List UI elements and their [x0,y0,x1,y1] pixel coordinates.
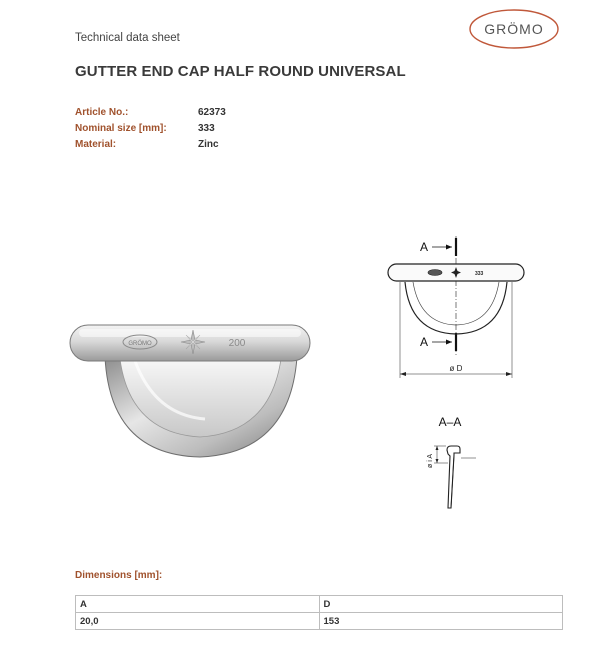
embossed-brand: GRÖMO [128,341,152,347]
spec-value: 62373 [198,107,226,118]
size-mark: 333 [475,271,484,277]
spec-list [75,107,226,155]
spec-row-nominal-size [75,123,226,139]
product-photo [65,315,315,465]
logo-text: GRÖMO [484,21,544,37]
page-title: GUTTER END CAP HALF ROUND UNIVERSAL [75,63,406,80]
dimensions-table [75,595,563,630]
spec-value: 333 [198,123,215,134]
value-a: 20,0 [76,613,320,630]
dimension-d-label: ø D [449,364,463,373]
spec-label: Article No.: [75,107,129,118]
section-dim-label: ø i A [427,453,434,468]
column-header-d: D [319,596,563,613]
section-label-top: A [420,240,429,254]
technical-drawing-section [410,410,500,520]
technical-drawing-top-view [380,228,530,380]
section-label-bottom: A [420,335,429,349]
dimensions-title: Dimensions [mm]: [75,570,163,581]
document-type: Technical data sheet [75,32,180,44]
spec-row-material [75,139,226,155]
spec-label: Material: [75,139,117,150]
spec-row-article [75,107,226,123]
spec-value: Zinc [198,139,219,150]
embossed-size: 200 [228,338,246,349]
column-header-a: A [76,596,320,613]
section-title: A–A [438,415,462,429]
gromo-logo [468,7,560,51]
spec-label: Nominal size [mm]: [75,123,167,134]
table-header-row [76,596,563,613]
table-row [76,613,563,630]
value-d: 153 [319,613,563,630]
